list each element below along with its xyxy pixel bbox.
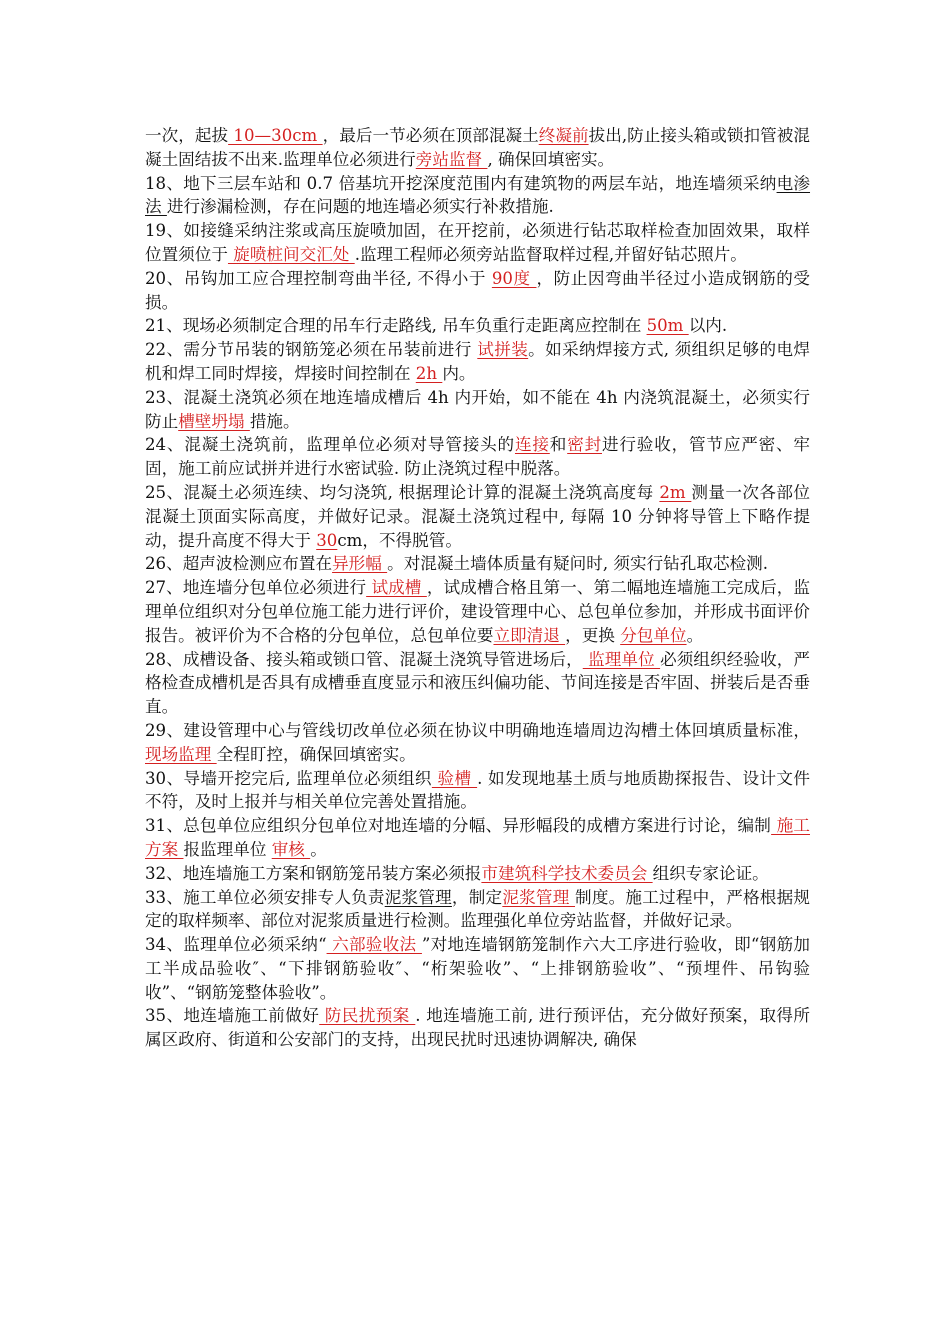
body-text: ，更换	[565, 625, 621, 645]
body-text: 。	[310, 839, 327, 859]
answer-text: 密封	[567, 435, 602, 455]
paragraph-p33	[145, 886, 810, 934]
answer-text: 泥浆管理	[502, 887, 576, 907]
body-text: 19、如接缝采纳注浆或高压旋喷加固，在开挖前，必须进行钻芯取样检查加固效果，取样位置须位于	[145, 221, 810, 264]
answer-text: 旋喷桩间交汇处	[227, 244, 355, 264]
answer-text: 30	[316, 530, 338, 550]
answer-text: 施工方案	[145, 816, 810, 859]
body-text: 30、导墙开挖完后, 监理单位必须组织	[145, 768, 432, 788]
paragraph-p29	[145, 719, 810, 767]
answer-text: 分包单位	[620, 625, 687, 645]
body-text: 。对混凝土墙体质量有疑问时, 须实行钻孔取芯检测.	[387, 554, 769, 574]
answer-text: 50m	[646, 316, 689, 336]
paragraph-p21	[145, 314, 810, 338]
answer-text: 监理单位	[582, 649, 661, 669]
body-text: ，制定	[451, 887, 503, 907]
body-text: 33、施工单位必须安排专人负责	[145, 887, 385, 907]
paragraph-p32	[145, 862, 810, 886]
body-text: 20、吊钩加工应合理控制弯曲半径, 不得小于	[145, 268, 492, 288]
body-text: 32、地连墙施工方案和钢筋笼吊装方案必须报	[145, 863, 482, 883]
body-text: 26、超声波检测应布置在	[145, 554, 333, 574]
body-text: .监理工程师必须旁站监督取样过程,并留好钻芯照片。	[354, 244, 747, 264]
underlined-text: 泥浆管理	[384, 887, 452, 907]
body-text: ”对地连墙钢筋笼制作六大工序进行验收，即“钢筋加工半成品验收″、“下排钢筋验收″、“桁架验收”、“上排钢筋验收”、“预埋件、吊钩验收”、“钢筋笼整体验收”。	[145, 935, 810, 1002]
answer-text: 防民扰预案	[319, 1006, 416, 1026]
answer-text: 连接	[514, 435, 550, 455]
underlined-text: 电渗法	[145, 173, 811, 217]
body-text: 18、地下三层车站和 0.7 倍基坑开挖深度范围内有建筑物的两层车站，地连墙须采纳	[145, 173, 777, 193]
answer-text: 试成槽	[366, 578, 427, 598]
answer-text: 审核	[271, 839, 311, 859]
body-text: 。如采纳焊接方式, 须组织足够的电焊机和焊工同时焊接，焊接时间控制在	[145, 340, 810, 383]
body-text: 必须组织经验收，严格检查成槽机是否具有成槽垂直度显示和液压纠偏功能、节间连接是否牢固、拼装后是否垂直。	[145, 649, 810, 717]
body-text: 组织专家论证。	[652, 863, 769, 883]
body-text: 拔出,防止接头箱或锁扣管被混凝土固结拔不出来.监理单位必须进行	[145, 126, 810, 169]
answer-text: 试拼装	[477, 340, 529, 360]
paragraph-p23	[145, 386, 810, 434]
paragraph-p22	[145, 338, 810, 386]
body-text: 31、总包单位应组织分包单位对地连墙的分幅、异形幅段的成槽方案进行讨论，编制	[145, 816, 772, 836]
answer-text: 终凝前	[538, 126, 589, 145]
body-text: 35、地连墙施工前做好	[145, 1006, 320, 1026]
body-text: 进行验收，管节应严密、牢固，施工前应试拼并进行水密试验. 防止浇筑过程中脱落。	[145, 435, 811, 479]
answer-text: 现场监理	[145, 744, 217, 764]
body-text: 以内.	[688, 316, 728, 336]
paragraph-p24	[145, 433, 810, 481]
body-text: 报监理单位	[183, 839, 272, 859]
answer-text: 立即清退	[493, 625, 566, 645]
body-text: 34、监理单位必须采纳“	[145, 935, 327, 955]
paragraph-p28	[145, 648, 810, 719]
body-text: 21、现场必须制定合理的吊车行走路线, 吊车负重行走距离应控制在	[145, 316, 647, 336]
body-text: 测量一次各部位混凝土顶面实际高度，并做好记录。混凝土浇筑过程中, 每隔 10 分钟将导管上下略作提动，提升高度不得大于	[145, 482, 810, 550]
body-text: ，试成槽合格且第一、第二幅地连墙施工完成后，监理单位组织对分包单位施工能力进行评价，建设管理中心、总包单位参加，并形成书面评价报告。被评价为不合格的分包单位，总包单位要	[145, 578, 810, 645]
body-text: 措施。	[249, 411, 300, 431]
answer-text: 旁站监督	[415, 149, 488, 169]
paragraph-p35	[145, 1004, 810, 1052]
body-text: 。	[686, 625, 704, 645]
body-text: 25、混凝土必须连续、均匀浇筑, 根据理论计算的混凝土浇筑高度每	[145, 482, 660, 502]
paragraph-p31	[145, 814, 810, 862]
paragraph-p34	[145, 933, 810, 1004]
paragraph-p30	[145, 767, 810, 815]
body-text: . 如发现地基土质与地质勘探报告、设计文件不符，及时上报并与相关单位完善处置措施。	[145, 768, 810, 812]
answer-text: 槽壁坍塌	[178, 411, 250, 431]
body-text: ，最后一节必须在顶部混凝土	[322, 126, 539, 145]
paragraph-p26	[145, 552, 810, 576]
body-text: ，防止因弯曲半径过小造成钢筋的受损。	[145, 268, 810, 312]
body-text: 全程盯控，确保回填密实。	[216, 744, 416, 764]
answer-text: 90度	[491, 268, 537, 288]
body-text: 内。	[442, 363, 476, 383]
paragraph-p19	[145, 219, 810, 267]
body-text: 27、地连墙分包单位必须进行	[145, 578, 367, 598]
body-text: 制度。施工过程中，严格根据规定的取样频率、部位对泥浆质量进行检测。监理强化单位旁站监督，并做好记录。	[145, 887, 811, 931]
body-text: 一次，起拔	[145, 126, 229, 145]
answer-text: 2h	[415, 363, 443, 383]
body-text: 29、建设管理中心与管线切改单位必须在协议中明确地连墙周边沟槽土体回填质量标准，	[145, 720, 810, 740]
paragraph-p20	[145, 267, 810, 315]
answer-text: 10—30cm	[228, 126, 323, 145]
body-text: 28、成槽设备、接头箱或锁口管、混凝土浇筑导管进场后，	[145, 649, 583, 669]
document-body	[145, 124, 810, 1052]
paragraph-p0	[145, 124, 810, 172]
answer-text: 市建筑科学技术委员会	[481, 863, 653, 883]
paragraph-p27	[145, 576, 810, 647]
paragraph-p18	[145, 172, 810, 220]
answer-text: 异形幅	[332, 554, 388, 574]
body-text: 22、需分节吊装的钢筋笼必须在吊装前进行	[145, 340, 478, 360]
answer-text: 验槽	[431, 768, 478, 788]
body-text: . 地连墙施工前, 进行预评估，充分做好预案，取得所属区政府、街道和公安部门的支持，出现民扰时迅速协调解决, 确保	[145, 1006, 810, 1050]
body-text: 和	[549, 435, 568, 455]
body-text: 进行渗漏检测，存在问题的地连墙必须实行补救措施.	[166, 197, 554, 217]
body-text: , 确保回填密实。	[487, 149, 615, 169]
body-text: 23、混凝土浇筑必须在地连墙成槽后 4h 内开始，如不能在 4h 内浇筑混凝土，必须实行防止	[145, 387, 810, 431]
answer-text: 2m	[659, 482, 692, 502]
body-text: cm，不得脱管。	[337, 530, 462, 550]
body-text: 24、混凝土浇筑前，监理单位必须对导管接头的	[145, 435, 515, 455]
answer-text: 六部验收法	[326, 935, 422, 955]
paragraph-p25	[145, 481, 810, 552]
